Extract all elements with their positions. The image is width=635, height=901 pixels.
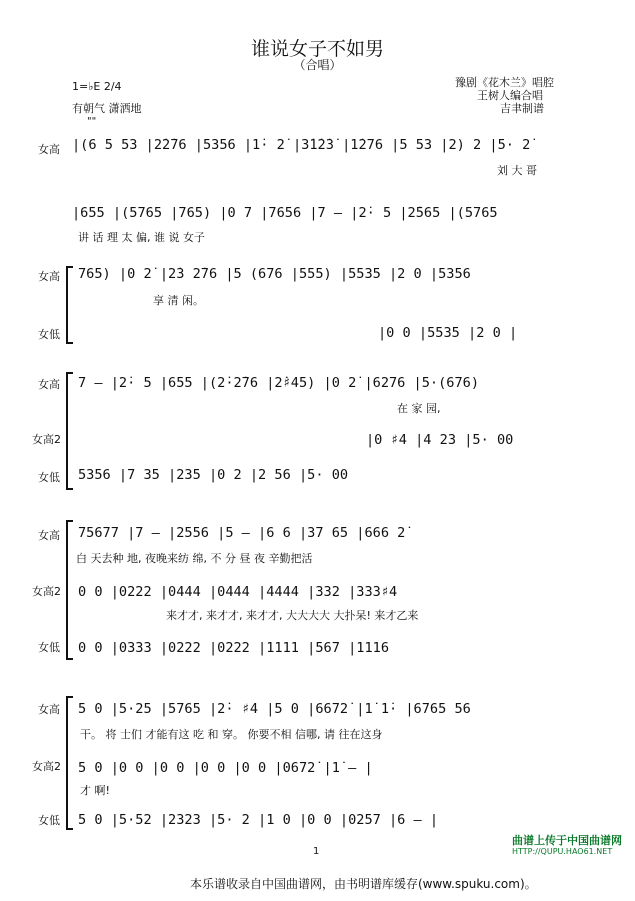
staff-lyrics: 刘 大 哥 — [497, 164, 537, 177]
site-watermark-url[interactable]: HTTP://QUPU.HAO61.NET — [512, 847, 613, 856]
staff-label: 女高 — [38, 529, 60, 542]
staff-label: 女高 — [38, 378, 60, 391]
page-number: 1 — [313, 846, 320, 857]
staff-lyrics: 干。 将 士们 才能有这 吃 和 穿。 你要不相 信哪, 请 往在这身 — [80, 728, 383, 741]
staff-lyrics: 在 家 园, — [397, 402, 441, 415]
staff-label: 女低 — [38, 814, 60, 827]
staff-label: 女高2 — [32, 585, 61, 598]
source-credit: 豫剧《花木兰》唱腔 — [455, 76, 554, 89]
staff-label: 女高 — [38, 703, 60, 716]
staff-label: 女低 — [38, 328, 60, 341]
key-signature: 1=♭E 2/4 — [72, 80, 122, 93]
system-bracket — [66, 696, 68, 830]
staff-label: 女高2 — [32, 760, 61, 773]
staff-lyrics: 来才才, 来才才, 来才才, 大大大大 大扑呆! 来才乙来 — [166, 609, 419, 622]
staff-notes: 0 0 |0222 |0444 |0444 |4444 |332 |333♯4 — [78, 584, 398, 600]
staff-notes: 5 0 |5·52 |2323 |5· 2 |1 0 |0 0 |0257 |6 — | — [78, 812, 439, 828]
staff-notes: 5 0 |0 0 |0 0 |0 0 |0 0 |0672̇ |1̇ — | — [78, 760, 373, 776]
staff-notes: |0 ♯4 |4 23 |5· 00 — [366, 432, 514, 448]
staff-label: 女高2 — [32, 433, 61, 446]
staff-notes: 7 — |2̇· 5 |655 |(2̇·2̇76 |2̇♯45) |0 2̇ |6276 |5·(676) — [78, 375, 480, 391]
staff-notes: |(6 5 53 |2̇2̇76 |5356 |1̇· 2̇ |3̇1̇2̇3̇ |1̇276 |5 53 |2) 2 |5· 2̇ — [72, 137, 531, 153]
staff-label: 女低 — [38, 641, 60, 654]
song-title: 谁说女子不如男 — [250, 38, 384, 60]
site-watermark: 曲谱上传于中国曲谱网 — [512, 834, 622, 847]
staff-notes: 5 0 |5·25 |5765 |2̇· ♯4 |5 0 |6672̇ |1̇ 1̇· |6765 56 — [78, 701, 471, 717]
staff-label: 女低 — [38, 471, 60, 484]
staff-lyrics: 讲 话 理 太 偏, 谁 说 女子 — [78, 231, 205, 244]
system-bracket — [66, 266, 68, 344]
system-bracket — [66, 372, 68, 490]
staff-lyrics: 享 清 闲。 — [153, 294, 204, 307]
staff-notes: |655 |(5765 |765) |0 7 |7656 |7 — |2̇· 5 |2̇565 |(5765 — [72, 205, 498, 221]
staff-notes: 765) |0 2̇ |2̇3 2̇76 |5 (676 |555) |5535 |2 0 |5356 — [78, 266, 471, 282]
staff-notes: 0 0 |0333 |0222 |0222 |1111 |567 |1116 — [78, 640, 389, 656]
staff-lyrics: 白 天去种 地, 夜晚来纺 绵, 不 分 昼 夜 辛勤把活 — [76, 552, 313, 565]
staff-notes: 75677 |7 — |2556 |5 — |6 6 |37 65 |666 2̇ — [78, 525, 406, 541]
staff-notes: 5356 |7 35 |235 |0 2 |2 56 |5· 00 — [78, 467, 349, 483]
transcriber-credit: 吉聿制谱 — [500, 102, 544, 115]
ornament-mark: "" — [87, 116, 97, 127]
staff-notes: |0 0 |5535 |2 0 | — [378, 325, 518, 341]
arranger-credit: 王树人编合唱 — [477, 89, 543, 102]
staff-lyrics: 才 啊! — [80, 784, 110, 797]
song-subtitle: （合唱） — [293, 58, 342, 72]
tempo-mark: 有朝气 潇洒地 — [72, 102, 142, 115]
system-bracket — [66, 520, 68, 660]
source-note: 本乐谱收录自中国曲谱网，由书明谱库缓存(www.spuku.com)。 — [190, 877, 537, 891]
staff-label: 女高 — [38, 270, 60, 283]
staff-label: 女高 — [38, 143, 60, 156]
